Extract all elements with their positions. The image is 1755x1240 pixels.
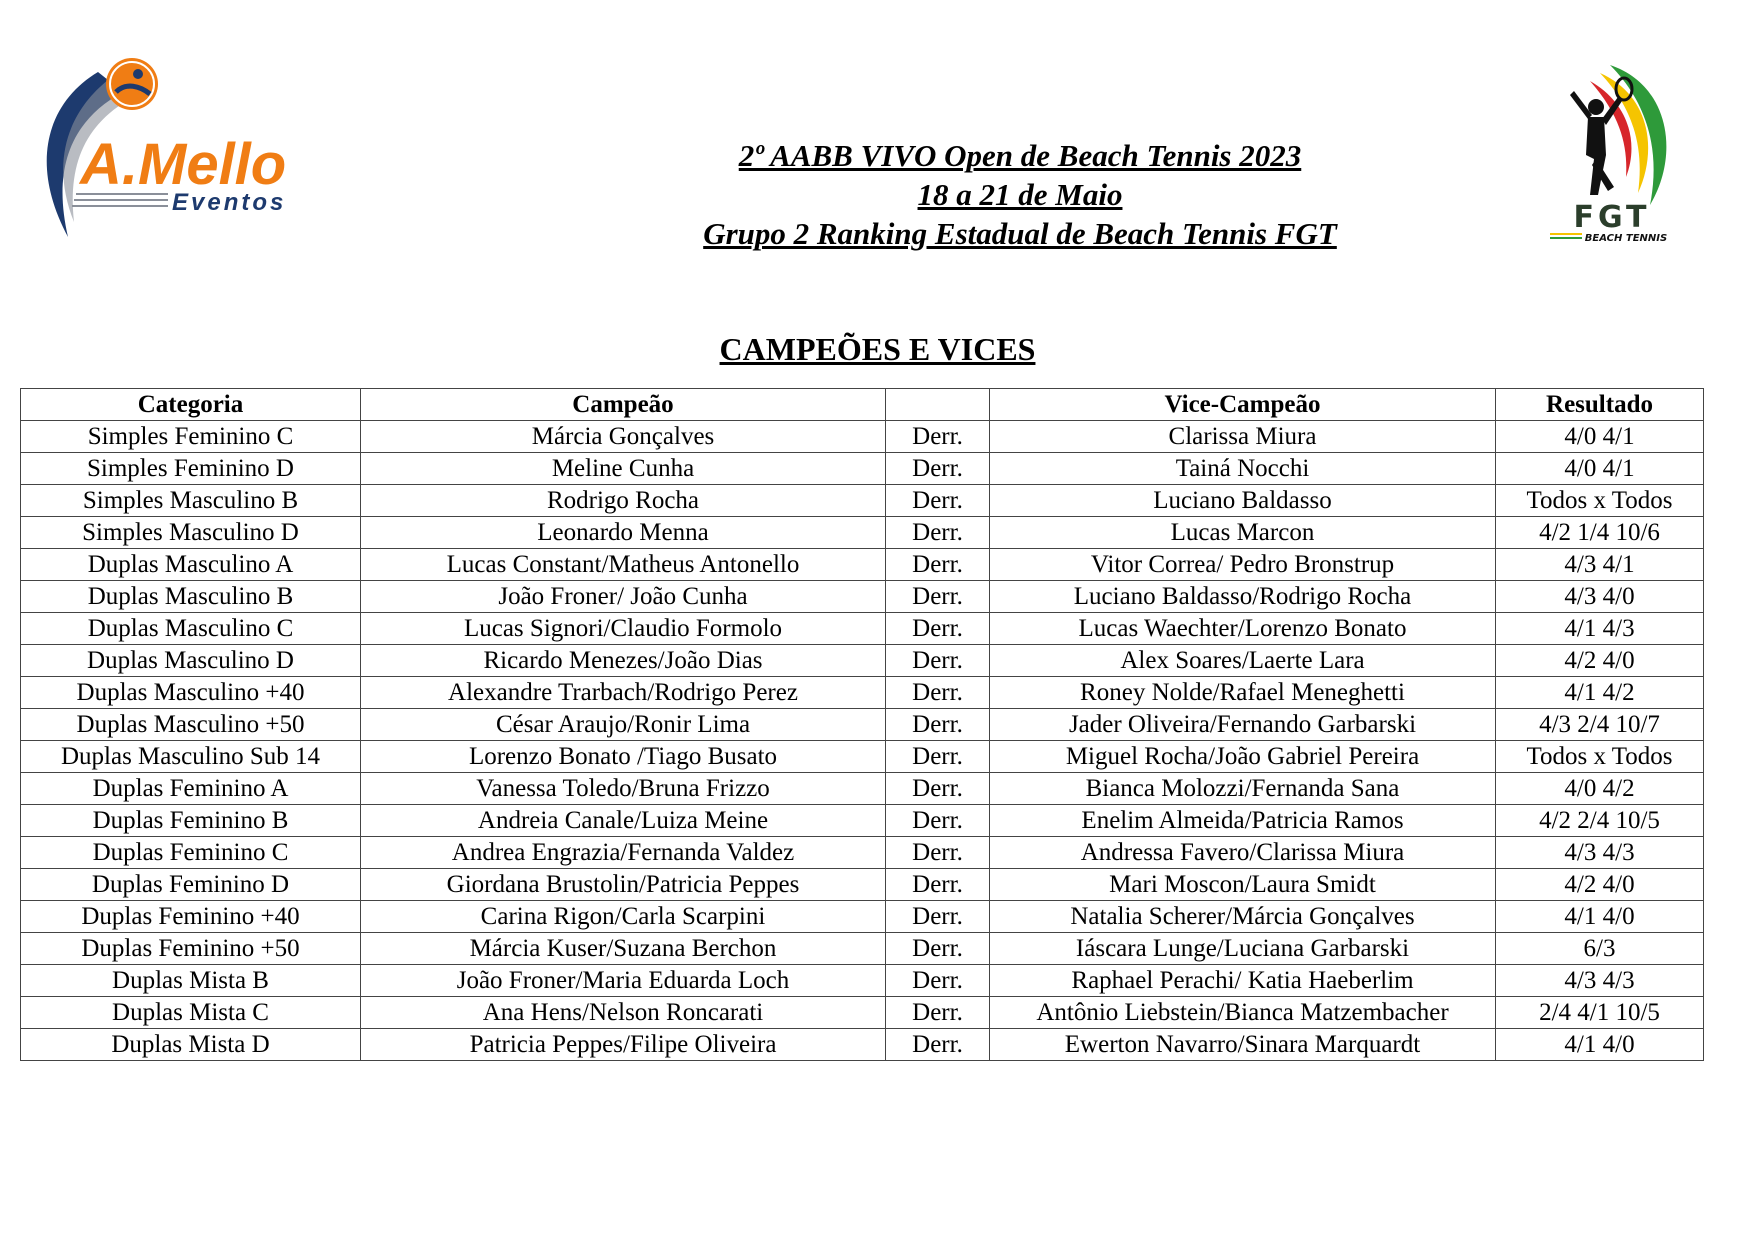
cell-resultado: Todos x Todos — [1496, 741, 1704, 773]
table-row — [21, 933, 1704, 965]
cell-resultado: 4/1 4/0 — [1496, 1029, 1704, 1061]
cell-campeao: Patricia Peppes/Filipe Oliveira — [361, 1029, 886, 1061]
table-row — [21, 837, 1704, 869]
cell-derr: Derr. — [886, 1029, 990, 1061]
cell-derr: Derr. — [886, 901, 990, 933]
cell-vice-campeao: Iáscara Lunge/Luciana Garbarski — [990, 933, 1496, 965]
table-row — [21, 1029, 1704, 1061]
cell-vice-campeao: Vitor Correa/ Pedro Bronstrup — [990, 549, 1496, 581]
cell-resultado: 4/1 4/3 — [1496, 613, 1704, 645]
cell-resultado: 4/0 4/2 — [1496, 773, 1704, 805]
cell-derr: Derr. — [886, 965, 990, 997]
cell-campeao: Giordana Brustolin/Patricia Peppes — [361, 869, 886, 901]
cell-resultado: 4/2 4/0 — [1496, 645, 1704, 677]
cell-campeao: Alexandre Trarbach/Rodrigo Perez — [361, 677, 886, 709]
cell-campeao: Rodrigo Rocha — [361, 485, 886, 517]
table-row — [21, 773, 1704, 805]
cell-categoria: Duplas Feminino D — [21, 869, 361, 901]
header-resultado: Resultado — [1496, 389, 1704, 421]
cell-categoria: Simples Feminino C — [21, 421, 361, 453]
cell-resultado: 4/3 4/1 — [1496, 549, 1704, 581]
cell-categoria: Simples Feminino D — [21, 453, 361, 485]
cell-derr: Derr. — [886, 645, 990, 677]
cell-categoria: Duplas Masculino C — [21, 613, 361, 645]
cell-derr: Derr. — [886, 709, 990, 741]
table-row — [21, 901, 1704, 933]
cell-categoria: Duplas Masculino D — [21, 645, 361, 677]
cell-campeao: Lucas Constant/Matheus Antonello — [361, 549, 886, 581]
cell-campeao: Lucas Signori/Claudio Formolo — [361, 613, 886, 645]
amello-eventos-logo — [28, 52, 328, 242]
table-row — [21, 677, 1704, 709]
cell-vice-campeao: Jader Oliveira/Fernando Garbarski — [990, 709, 1496, 741]
cell-resultado: 4/0 4/1 — [1496, 421, 1704, 453]
cell-vice-campeao: Roney Nolde/Rafael Meneghetti — [990, 677, 1496, 709]
cell-vice-campeao: Enelim Almeida/Patricia Ramos — [990, 805, 1496, 837]
cell-categoria: Duplas Masculino A — [21, 549, 361, 581]
cell-resultado: 4/3 4/0 — [1496, 581, 1704, 613]
cell-vice-campeao: Bianca Molozzi/Fernanda Sana — [990, 773, 1496, 805]
table-header-row — [21, 389, 1704, 421]
results-table — [20, 388, 1704, 1061]
cell-derr: Derr. — [886, 581, 990, 613]
logo-brand-sub: Eventos — [172, 189, 287, 216]
cell-vice-campeao: Miguel Rocha/João Gabriel Pereira — [990, 741, 1496, 773]
cell-campeao: Andrea Engrazia/Fernanda Valdez — [361, 837, 886, 869]
header-blank — [886, 389, 990, 421]
cell-categoria: Duplas Mista C — [21, 997, 361, 1029]
cell-categoria: Duplas Feminino A — [21, 773, 361, 805]
cell-derr: Derr. — [886, 997, 990, 1029]
event-title: 2º AABB VIVO Open de Beach Tennis 2023 — [738, 138, 1302, 173]
cell-vice-campeao: Tainá Nocchi — [990, 453, 1496, 485]
cell-categoria: Duplas Masculino +50 — [21, 709, 361, 741]
table-row — [21, 805, 1704, 837]
cell-resultado: 4/2 2/4 10/5 — [1496, 805, 1704, 837]
header-categoria: Categoria — [21, 389, 361, 421]
cell-derr: Derr. — [886, 485, 990, 517]
table-row — [21, 549, 1704, 581]
cell-categoria: Duplas Feminino +50 — [21, 933, 361, 965]
cell-derr: Derr. — [886, 805, 990, 837]
cell-resultado: 4/0 4/1 — [1496, 453, 1704, 485]
header-campeao: Campeão — [361, 389, 886, 421]
logo-fgt-sub: BEACH TENNIS — [1584, 233, 1668, 244]
cell-categoria: Simples Masculino B — [21, 485, 361, 517]
table-row — [21, 741, 1704, 773]
cell-derr: Derr. — [886, 549, 990, 581]
logo-fgt-name: FGT — [1573, 200, 1651, 235]
cell-categoria: Duplas Feminino +40 — [21, 901, 361, 933]
cell-derr: Derr. — [886, 869, 990, 901]
cell-derr: Derr. — [886, 677, 990, 709]
table-row — [21, 709, 1704, 741]
cell-campeao: Vanessa Toledo/Bruna Frizzo — [361, 773, 886, 805]
cell-vice-campeao: Lucas Waechter/Lorenzo Bonato — [990, 613, 1496, 645]
cell-vice-campeao: Luciano Baldasso — [990, 485, 1496, 517]
cell-vice-campeao: Natalia Scherer/Márcia Gonçalves — [990, 901, 1496, 933]
cell-vice-campeao: Antônio Liebstein/Bianca Matzembacher — [990, 997, 1496, 1029]
cell-resultado: 4/3 2/4 10/7 — [1496, 709, 1704, 741]
table-row — [21, 421, 1704, 453]
cell-campeao: Andreia Canale/Luiza Meine — [361, 805, 886, 837]
cell-vice-campeao: Luciano Baldasso/Rodrigo Rocha — [990, 581, 1496, 613]
cell-categoria: Duplas Masculino +40 — [21, 677, 361, 709]
cell-categoria: Duplas Masculino Sub 14 — [21, 741, 361, 773]
cell-campeao: Ricardo Menezes/João Dias — [361, 645, 886, 677]
cell-derr: Derr. — [886, 613, 990, 645]
cell-campeao: César Araujo/Ronir Lima — [361, 709, 886, 741]
cell-categoria: Duplas Mista B — [21, 965, 361, 997]
table-row — [21, 645, 1704, 677]
cell-vice-campeao: Raphael Perachi/ Katia Haeberlim — [990, 965, 1496, 997]
cell-campeao: Márcia Gonçalves — [361, 421, 886, 453]
cell-categoria: Duplas Feminino C — [21, 837, 361, 869]
table-row — [21, 965, 1704, 997]
cell-resultado: 4/3 4/3 — [1496, 837, 1704, 869]
event-group: Grupo 2 Ranking Estadual de Beach Tennis FGT — [703, 216, 1337, 251]
cell-campeao: Leonardo Menna — [361, 517, 886, 549]
cell-vice-campeao: Mari Moscon/Laura Smidt — [990, 869, 1496, 901]
event-dates: 18 a 21 de Maio — [917, 177, 1123, 212]
cell-vice-campeao: Clarissa Miura — [990, 421, 1496, 453]
cell-derr: Derr. — [886, 453, 990, 485]
cell-resultado: 4/2 1/4 10/6 — [1496, 517, 1704, 549]
logo-brand-name: A.Mello — [80, 132, 287, 197]
cell-derr: Derr. — [886, 421, 990, 453]
cell-campeao: Márcia Kuser/Suzana Berchon — [361, 933, 886, 965]
event-header — [600, 136, 1440, 253]
cell-vice-campeao: Alex Soares/Laerte Lara — [990, 645, 1496, 677]
cell-derr: Derr. — [886, 517, 990, 549]
table-row — [21, 453, 1704, 485]
cell-vice-campeao: Ewerton Navarro/Sinara Marquardt — [990, 1029, 1496, 1061]
cell-derr: Derr. — [886, 837, 990, 869]
table-row — [21, 869, 1704, 901]
cell-resultado: 2/4 4/1 10/5 — [1496, 997, 1704, 1029]
cell-resultado: 6/3 — [1496, 933, 1704, 965]
cell-resultado: Todos x Todos — [1496, 485, 1704, 517]
cell-derr: Derr. — [886, 773, 990, 805]
header-vice-campeao: Vice-Campeão — [990, 389, 1496, 421]
cell-vice-campeao: Lucas Marcon — [990, 517, 1496, 549]
cell-resultado: 4/1 4/2 — [1496, 677, 1704, 709]
cell-campeao: Lorenzo Bonato /Tiago Busato — [361, 741, 886, 773]
cell-categoria: Duplas Feminino B — [21, 805, 361, 837]
cell-categoria: Duplas Mista D — [21, 1029, 361, 1061]
section-title: CAMPEÕES E VICES — [719, 331, 1036, 367]
cell-derr: Derr. — [886, 741, 990, 773]
table-row — [21, 581, 1704, 613]
cell-derr: Derr. — [886, 933, 990, 965]
cell-categoria: Simples Masculino D — [21, 517, 361, 549]
cell-campeao: João Froner/Maria Eduarda Loch — [361, 965, 886, 997]
cell-campeao: Meline Cunha — [361, 453, 886, 485]
cell-campeao: João Froner/ João Cunha — [361, 581, 886, 613]
cell-resultado: 4/2 4/0 — [1496, 869, 1704, 901]
cell-resultado: 4/1 4/0 — [1496, 901, 1704, 933]
fgt-beach-tennis-logo — [1540, 55, 1690, 265]
table-row — [21, 485, 1704, 517]
cell-resultado: 4/3 4/3 — [1496, 965, 1704, 997]
cell-vice-campeao: Andressa Favero/Clarissa Miura — [990, 837, 1496, 869]
table-row — [21, 997, 1704, 1029]
table-row — [21, 517, 1704, 549]
table-row — [21, 613, 1704, 645]
cell-categoria: Duplas Masculino B — [21, 581, 361, 613]
cell-campeao: Ana Hens/Nelson Roncarati — [361, 997, 886, 1029]
cell-campeao: Carina Rigon/Carla Scarpini — [361, 901, 886, 933]
